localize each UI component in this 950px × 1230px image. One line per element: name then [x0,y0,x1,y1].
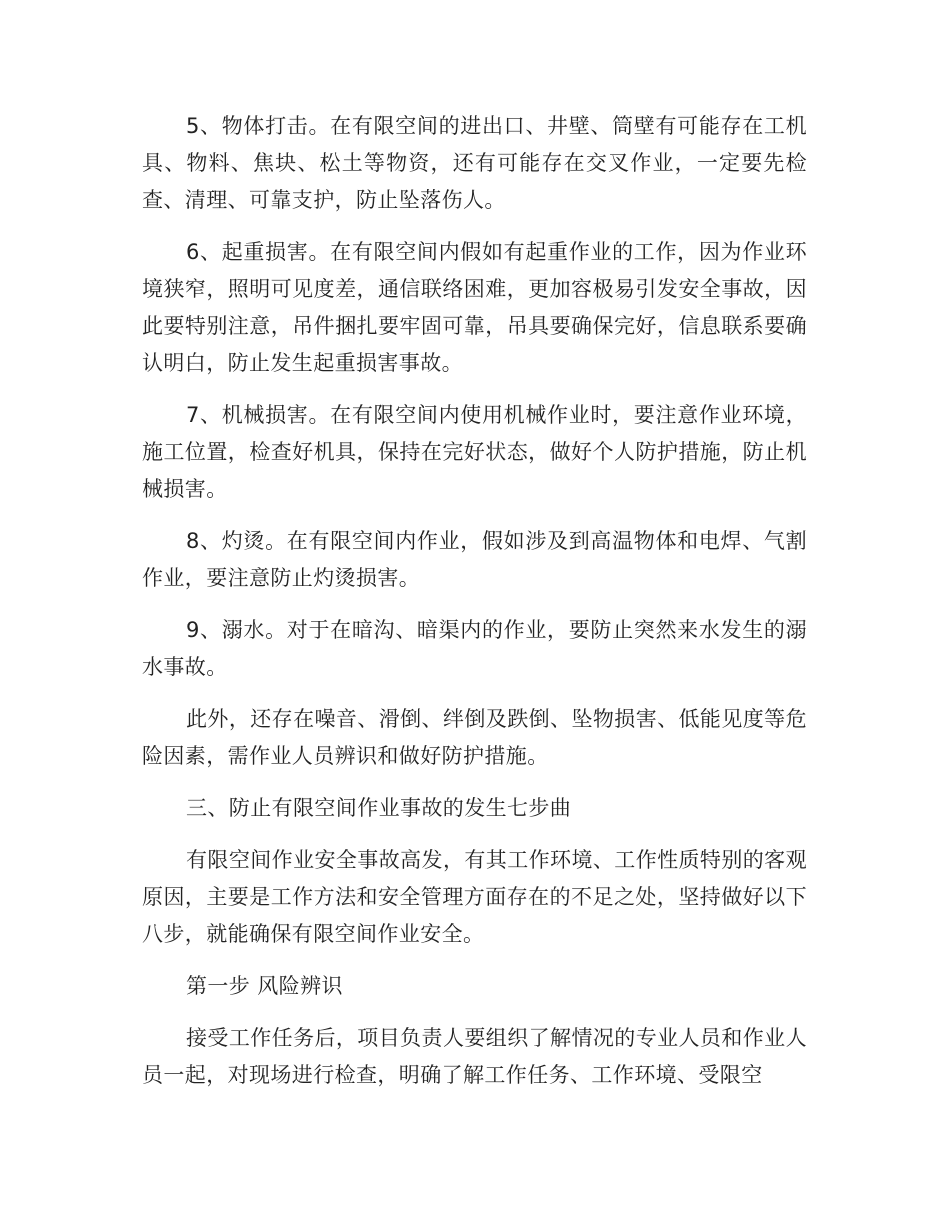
paragraph-drowning: 9、溺水。对于在暗沟、暗渠内的作业，要防止突然来水发生的溺水事故。 [142,618,807,679]
paragraph-lifting-injury: 6、起重损害。在有限空间内假如有起重作业的工作，因为作业环境狭窄，照明可见度差，通信联络困难，更加容极易引发安全事故，因此要特别注意，吊件捆扎要牢固可靠，吊具要确保完好，信息联系要确认明白，防止发生起重损害事故。 [142,240,807,375]
paragraph-object-strike: 5、物体打击。在有限空间的进出口、井壁、筒壁有可能存在工机具、物料、焦块、松土等物资，还有可能存在交叉作业，一定要先检查、清理、可靠支护，防止坠落伤人。 [142,114,807,212]
step-heading-risk-identification: 第一步 风险辨识 [186,974,343,998]
document-body [142,108,807,1109]
paragraph-other-hazards: 此外，还存在噪音、滑倒、绊倒及跌倒、坠物损害、低能见度等危险因素，需作业人员辨识和做好防护措施。 [142,707,807,768]
paragraph-step-one-body: 接受工作任务后，项目负责人要组织了解情况的专业人员和作业人员一起，对现场进行检查，明确了解工作任务、工作环境、受限空 [142,1026,807,1087]
section-heading-seven-steps: 三、防止有限空间作业事故的发生七步曲 [186,796,572,820]
paragraph-mechanical-injury: 7、机械损害。在有限空间内使用机械作业时，要注意作业环境，施工位置，检查好机具，保持在完好状态，做好个人防护措施，防止机械损害。 [142,403,807,501]
paragraph-section-intro: 有限空间作业安全事故高发，有其工作环境、工作性质特别的客观原因，主要是工作方法和安全管理方面存在的不足之处，坚持做好以下八步，就能确保有限空间作业安全。 [142,848,807,946]
paragraph-burns: 8、灼烫。在有限空间内作业，假如涉及到高温物体和电焊、气割作业，要注意防止灼烫损害。 [142,529,807,590]
